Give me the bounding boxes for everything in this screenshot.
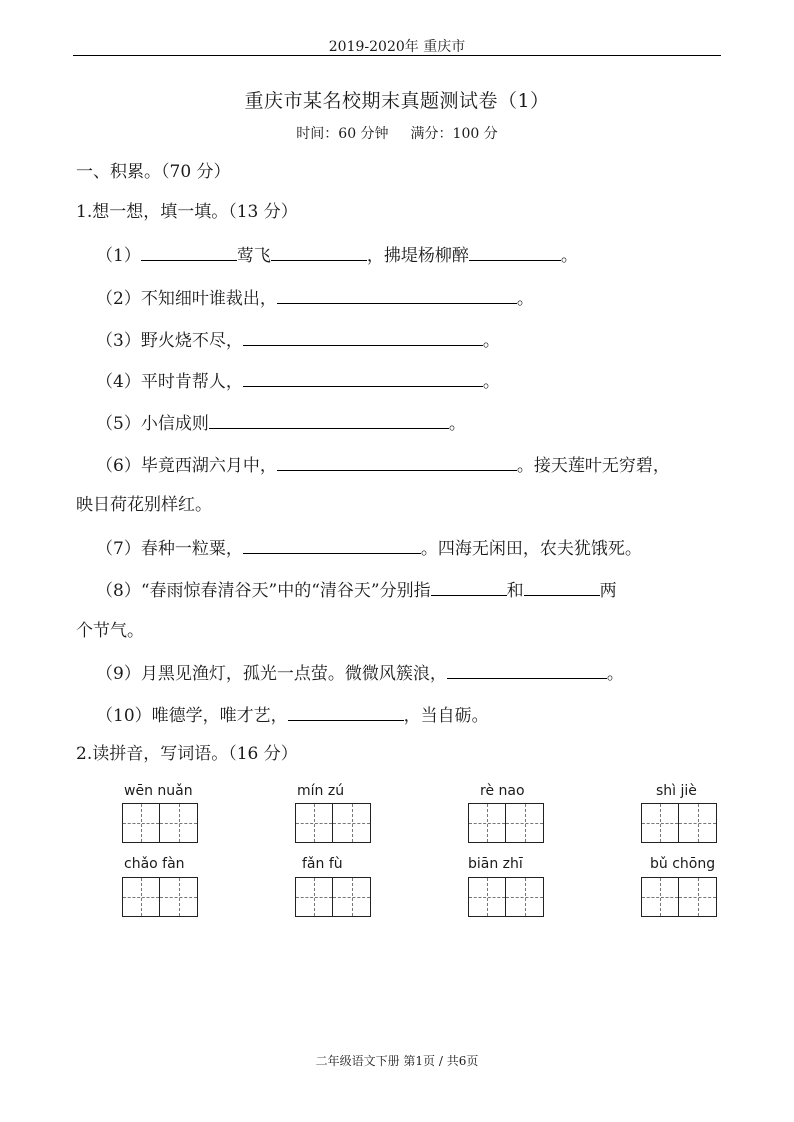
writing-grid[interactable] — [122, 803, 198, 843]
answer-blank[interactable] — [209, 410, 449, 429]
q1-item-8-continued: 个节气。 — [76, 621, 144, 641]
pinyin-label: wēn nuǎn — [124, 783, 193, 799]
writing-grid[interactable] — [468, 877, 544, 917]
page-footer: 二年级语文下册 第1页 / 共6页 — [315, 1054, 479, 1068]
pinyin-label: rè nao — [480, 783, 525, 799]
answer-blank[interactable] — [524, 577, 600, 596]
q1-item-8: （8）“春雨惊春清谷天”中的“清谷天”分别指 和 两 — [96, 577, 617, 603]
q1-item-10: （10）唯德学，唯才艺， ，当自砺。 — [96, 702, 489, 728]
exam-info — [0, 123, 794, 143]
writing-grid[interactable] — [468, 803, 544, 843]
pinyin-label: chǎo fàn — [124, 856, 185, 872]
answer-blank[interactable] — [277, 452, 517, 471]
writing-grid[interactable] — [641, 877, 717, 917]
answer-blank[interactable] — [243, 368, 483, 387]
q1-item-5: （5）小信成则 。 — [96, 410, 466, 436]
answer-blank[interactable] — [141, 242, 237, 261]
page-title: 重庆市某名校期末真题测试卷（1） — [244, 90, 550, 112]
q1-item-1: （1） 莺飞 ，拂堤杨柳醉 。 — [96, 242, 578, 268]
q1-item-6-continued: 映日荷花别样红。 — [76, 495, 212, 515]
question-1-heading: 1.想一想，填一填。（13 分） — [76, 202, 298, 222]
pinyin-label: mín zú — [297, 783, 345, 799]
answer-blank[interactable] — [243, 535, 421, 554]
answer-blank[interactable] — [277, 285, 517, 304]
page-header: 2019-2020年 重庆市 — [328, 39, 466, 55]
answer-blank[interactable] — [469, 242, 561, 261]
pinyin-label: fǎn fù — [302, 856, 343, 872]
writing-grid[interactable] — [122, 877, 198, 917]
exam-time: 时间：60 分钟 — [296, 126, 389, 142]
q1-item-9: （9）月黑见渔灯，孤光一点萤。微微风簇浪， 。 — [96, 660, 624, 686]
answer-blank[interactable] — [243, 327, 483, 346]
q1-item-2: （2）不知细叶谁裁出， 。 — [96, 285, 534, 311]
pinyin-label: shì jiè — [656, 783, 697, 799]
answer-blank[interactable] — [271, 242, 367, 261]
exam-score: 满分：100 分 — [410, 126, 498, 142]
writing-grid[interactable] — [295, 803, 371, 843]
answer-blank[interactable] — [447, 660, 607, 679]
answer-blank[interactable] — [431, 577, 507, 596]
q1-item-6: （6）毕竟西湖六月中， 。接天莲叶无穷碧， — [96, 452, 670, 478]
q1-item-7: （7）春种一粒粟， 。四海无闲田，农夫犹饿死。 — [96, 535, 642, 561]
section-heading: 一、积累。（70 分） — [76, 162, 231, 182]
q1-item-4: （4）平时肯帮人， 。 — [96, 368, 500, 394]
writing-grid[interactable] — [295, 877, 371, 917]
question-2-heading: 2.读拼音，写词语。（16 分） — [76, 744, 298, 764]
pinyin-label: biān zhī — [468, 856, 523, 872]
writing-grid[interactable] — [641, 803, 717, 843]
q1-item-3: （3）野火烧不尽， 。 — [96, 327, 500, 353]
answer-blank[interactable] — [288, 702, 404, 721]
header-rule — [73, 55, 721, 56]
pinyin-label: bǔ chōng — [650, 856, 716, 872]
